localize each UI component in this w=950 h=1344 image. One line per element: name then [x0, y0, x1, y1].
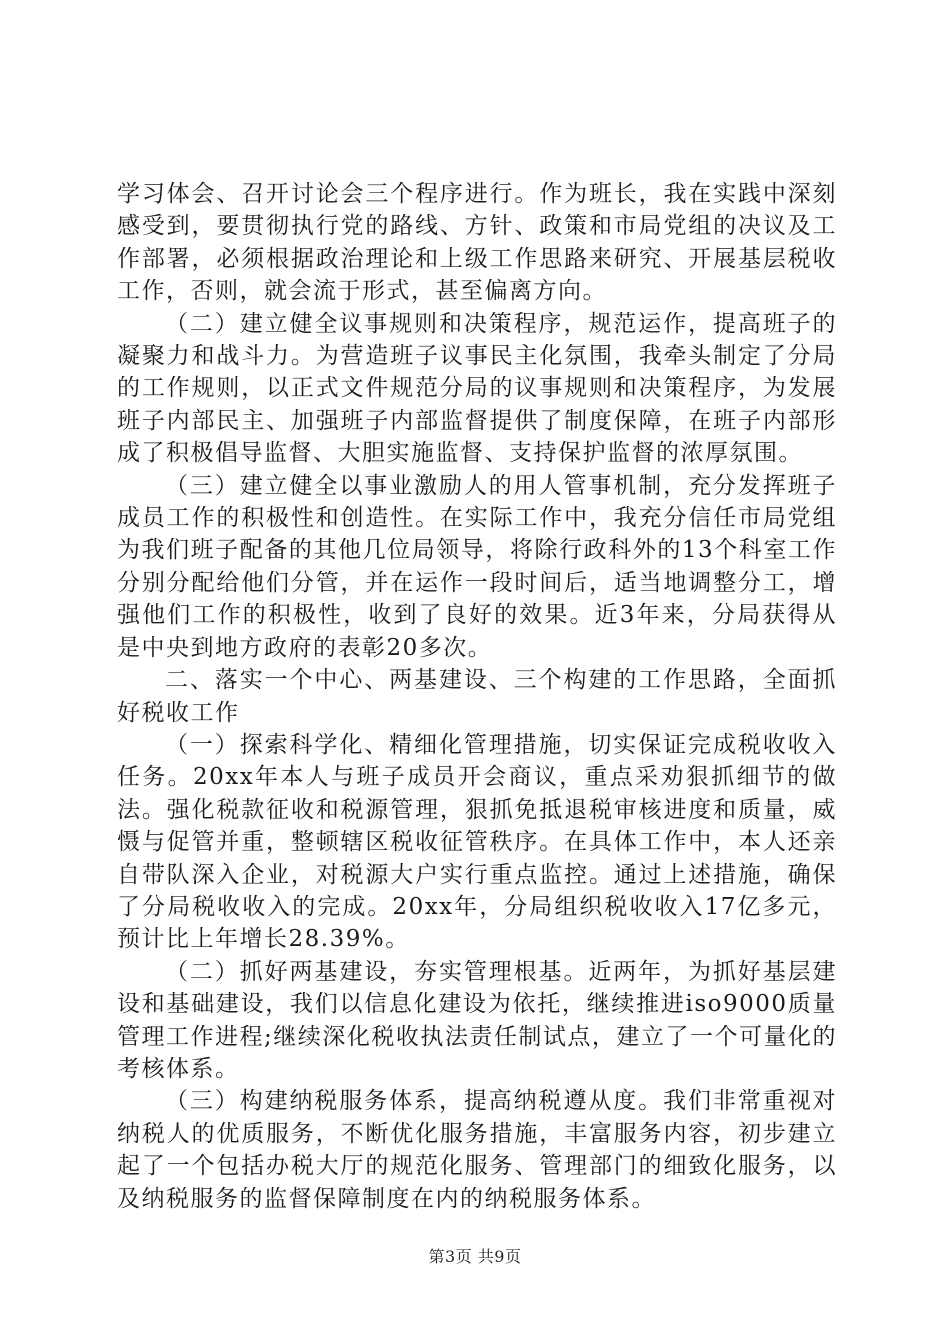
page-footer: 第3页 共9页 [428, 1247, 522, 1266]
paragraph-5: （一）探索科学化、精细化管理措施，切实保证完成税收收入任务。20xx年本人与班子成员开会商议，重点采劝狠抓细节的做法。强化税款征收和税源管理，狠抓免抵退税审核进度和质量，威慑与促管并重，整顿辖区税收征管秩序。在具体工作中，本人还亲自带队深入企业，对税源大户实行重点监控。通过上述措施，确保了分局税收收入的完成。20xx年，分局组织税收收入17亿多元，预计比上年增长28.39%。 [117, 731, 837, 953]
paragraph-3: （三）建立健全以事业激励人的用人管事机制，充分发挥班子成员工作的积极性和创造性。在实际工作中，我充分信任市局党组为我们班子配备的其他几位局领导，将除行政科外的13个科室工作分别分配给他们分管，并在运作一段时间后，适当地调整分工，增强他们工作的积极性，收到了良好的效果。近3年来，分局获得从是中央到地方政府的表彰20多次。 [117, 472, 837, 661]
paragraph-1: 学习体会、召开讨论会三个程序进行。作为班长，我在实践中深刻感受到，要贯彻执行党的路线、方针、政策和市局党组的决议及工作部署，必须根据政治理论和上级工作思路来研究、开展基层税收工作，否则，就会流于形式，甚至偏离方向。 [117, 181, 837, 305]
document-body [117, 178, 837, 1215]
paragraph-2: （二）建立健全议事规则和决策程序，规范运作，提高班子的凝聚力和战斗力。为营造班子议事民主化氛围，我牵头制定了分局的工作规则，以正式文件规范分局的议事规则和决策程序，为发展班子内部民主、加强班子内部监督提供了制度保障，在班子内部形成了积极倡导监督、大胆实施监督、支持保护监督的浓厚氛围。 [117, 310, 837, 467]
paragraph-6: （二）抓好两基建设，夯实管理根基。近两年，为抓好基层建设和基础建设，我们以信息化建设为依托，继续推进iso9000质量管理工作进程;继续深化税收执法责任制试点，建立了一个可量化的考核体系。 [117, 958, 837, 1082]
section-heading: 二、落实一个中心、两基建设、三个构建的工作思路，全面抓好税收工作 [117, 667, 837, 726]
paragraph-7: （三）构建纳税服务体系，提高纳税遵从度。我们非常重视对纳税人的优质服务，不断优化服务措施，丰富服务内容，初步建立起了一个包括办税大厅的规范化服务、管理部门的细致化服务，以及纳税服务的监督保障制度在内的纳税服务体系。 [117, 1088, 837, 1212]
